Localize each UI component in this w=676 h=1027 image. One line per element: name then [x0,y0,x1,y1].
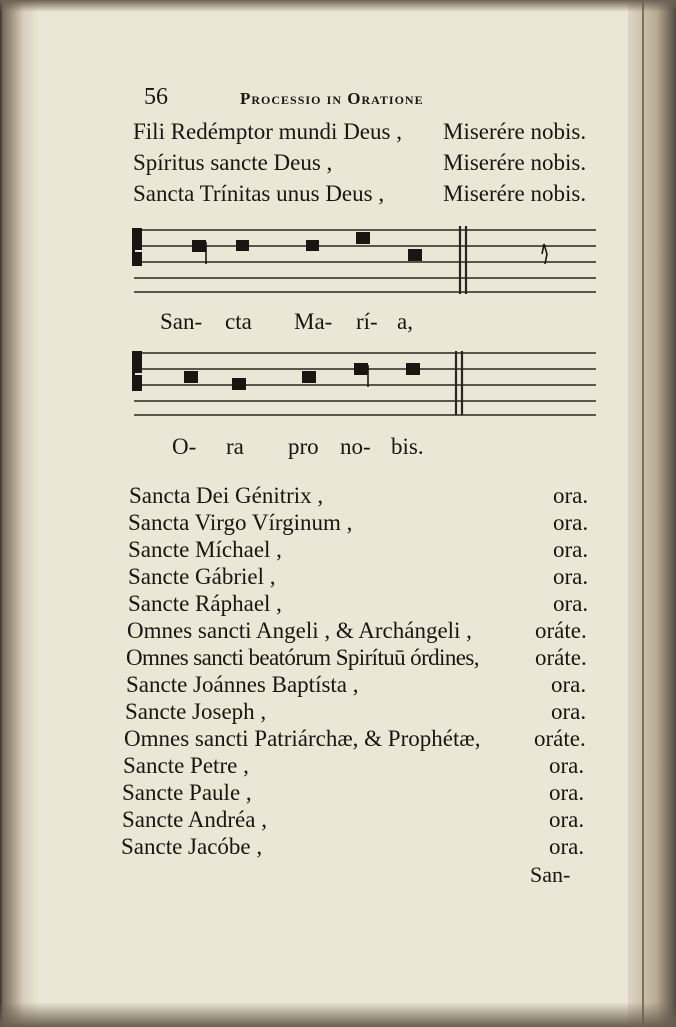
chant-syllable: a, [397,309,413,334]
chant-syllable: Ma- [294,309,333,334]
litany-response: ora. [551,672,587,697]
litany-invocation: Sancte Jacóbe , [121,834,263,859]
c-clef-icon [132,351,142,391]
litany-invocation: Sancte Míchael , [128,537,282,562]
litany-invocation: Sancte Joánnes Baptísta , [126,672,359,697]
chant-syllable: ra [226,434,244,459]
chant-syllable: pro [288,434,319,459]
litany-invocation: Sancte Paule , [122,780,252,805]
intro-invocation: Sancta Trínitas unus Deus , [133,181,385,206]
intro-invocation: Fili Redémptor mundi Deus , [133,119,402,144]
litany-invocation: Sancte Gábriel , [128,564,276,589]
neumes [192,232,422,264]
custos-icon [542,244,547,264]
litany-invocation: Sancte Andréa , [122,807,267,832]
litany-response: oráte. [535,645,587,670]
litany-response: ora. [549,807,585,832]
litany-invocation: Sancta Dei Génitrix , [129,483,324,508]
litany-invocation: Sancte Petre , [123,753,249,778]
page-number: 56 [144,84,168,110]
litany-invocation: Sancte Joseph , [125,699,267,724]
running-title: Processio in Oratione [240,89,424,108]
litany-response: ora. [553,537,589,562]
chant-syllable: San- [160,309,203,334]
litany-response: ora. [551,699,587,724]
chant-syllable: bis. [391,434,424,459]
chant-staff-1 [130,220,600,300]
page-edge-line [642,0,644,1027]
litany-invocation: Sancte Ráphael , [128,591,282,616]
c-clef-icon [132,228,142,266]
bottom-shadow [0,1002,676,1027]
litany-response: ora. [553,564,589,589]
neumes [184,363,420,390]
litany-response: oráte. [534,726,586,751]
litany-invocation: Omnes sancti beatórum Spirítuū órdines, [126,645,479,670]
litany-invocation: Omnes sancti Patriárchæ, & Prophétæ, [124,726,481,751]
litany-response: ora. [549,780,585,805]
intro-response: Miserére nobis. [443,181,587,206]
litany-response: ora. [553,591,589,616]
page-edge [628,0,676,1027]
intro-response: Miserére nobis. [443,150,587,175]
intro-invocation: Spíritus sancte Deus , [133,150,333,175]
chant-syllable: rí- [356,309,378,334]
gutter-shadow [0,0,40,1027]
litany-response: ora. [553,510,589,535]
top-shadow [0,0,676,12]
litany-response: oráte. [535,618,587,643]
litany-response: ora. [549,753,585,778]
chant-staff-2 [130,343,600,423]
litany-response: ora. [553,483,589,508]
litany-invocation: Sancta Virgo Vírginum , [128,510,353,535]
chant-syllable: no- [340,434,371,459]
chant-syllable: O- [172,434,197,459]
catchword: San- [530,862,571,887]
litany-response: ora. [549,834,585,859]
intro-response: Miserére nobis. [443,119,587,144]
chant-syllable: cta [225,309,252,334]
litany-invocation: Omnes sancti Angeli , & Archángeli , [127,618,472,643]
